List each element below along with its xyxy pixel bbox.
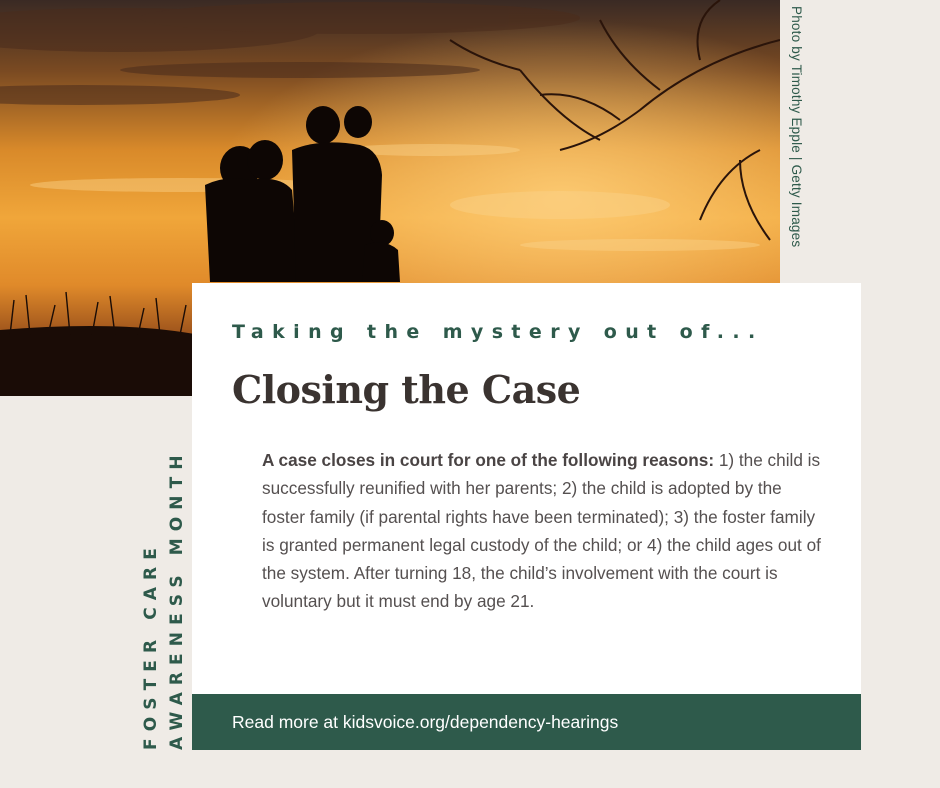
- body-paragraph: [262, 446, 822, 616]
- footer-banner: [192, 694, 861, 750]
- kicker-text: Taking the mystery out of...: [232, 321, 764, 343]
- read-more-link[interactable]: Read more at kidsvoice.org/dependency-hearings: [232, 712, 619, 732]
- side-label-line2: AWARENESS MONTH: [167, 448, 187, 750]
- page-title: Closing the Case: [232, 367, 581, 412]
- foster-care-awareness-label: [138, 404, 188, 750]
- body-lead: A case closes in court for one of the following reasons:: [262, 450, 715, 470]
- content-card: [192, 283, 861, 694]
- side-label-line1: FOSTER CARE: [141, 541, 161, 750]
- photo-credit: Photo by Timothy Epple | Getty Images: [789, 6, 804, 248]
- body-text: 1) the child is successfully reunified with her parents; 2) the child is adopted by the foster family (if parental rights have been terminated); 3) the foster family is granted permanent legal custody of the child; or 4) the child ages out of the system. After turning 18, the child’s involvement with the court is voluntary but it must end by age 21.: [262, 450, 821, 612]
